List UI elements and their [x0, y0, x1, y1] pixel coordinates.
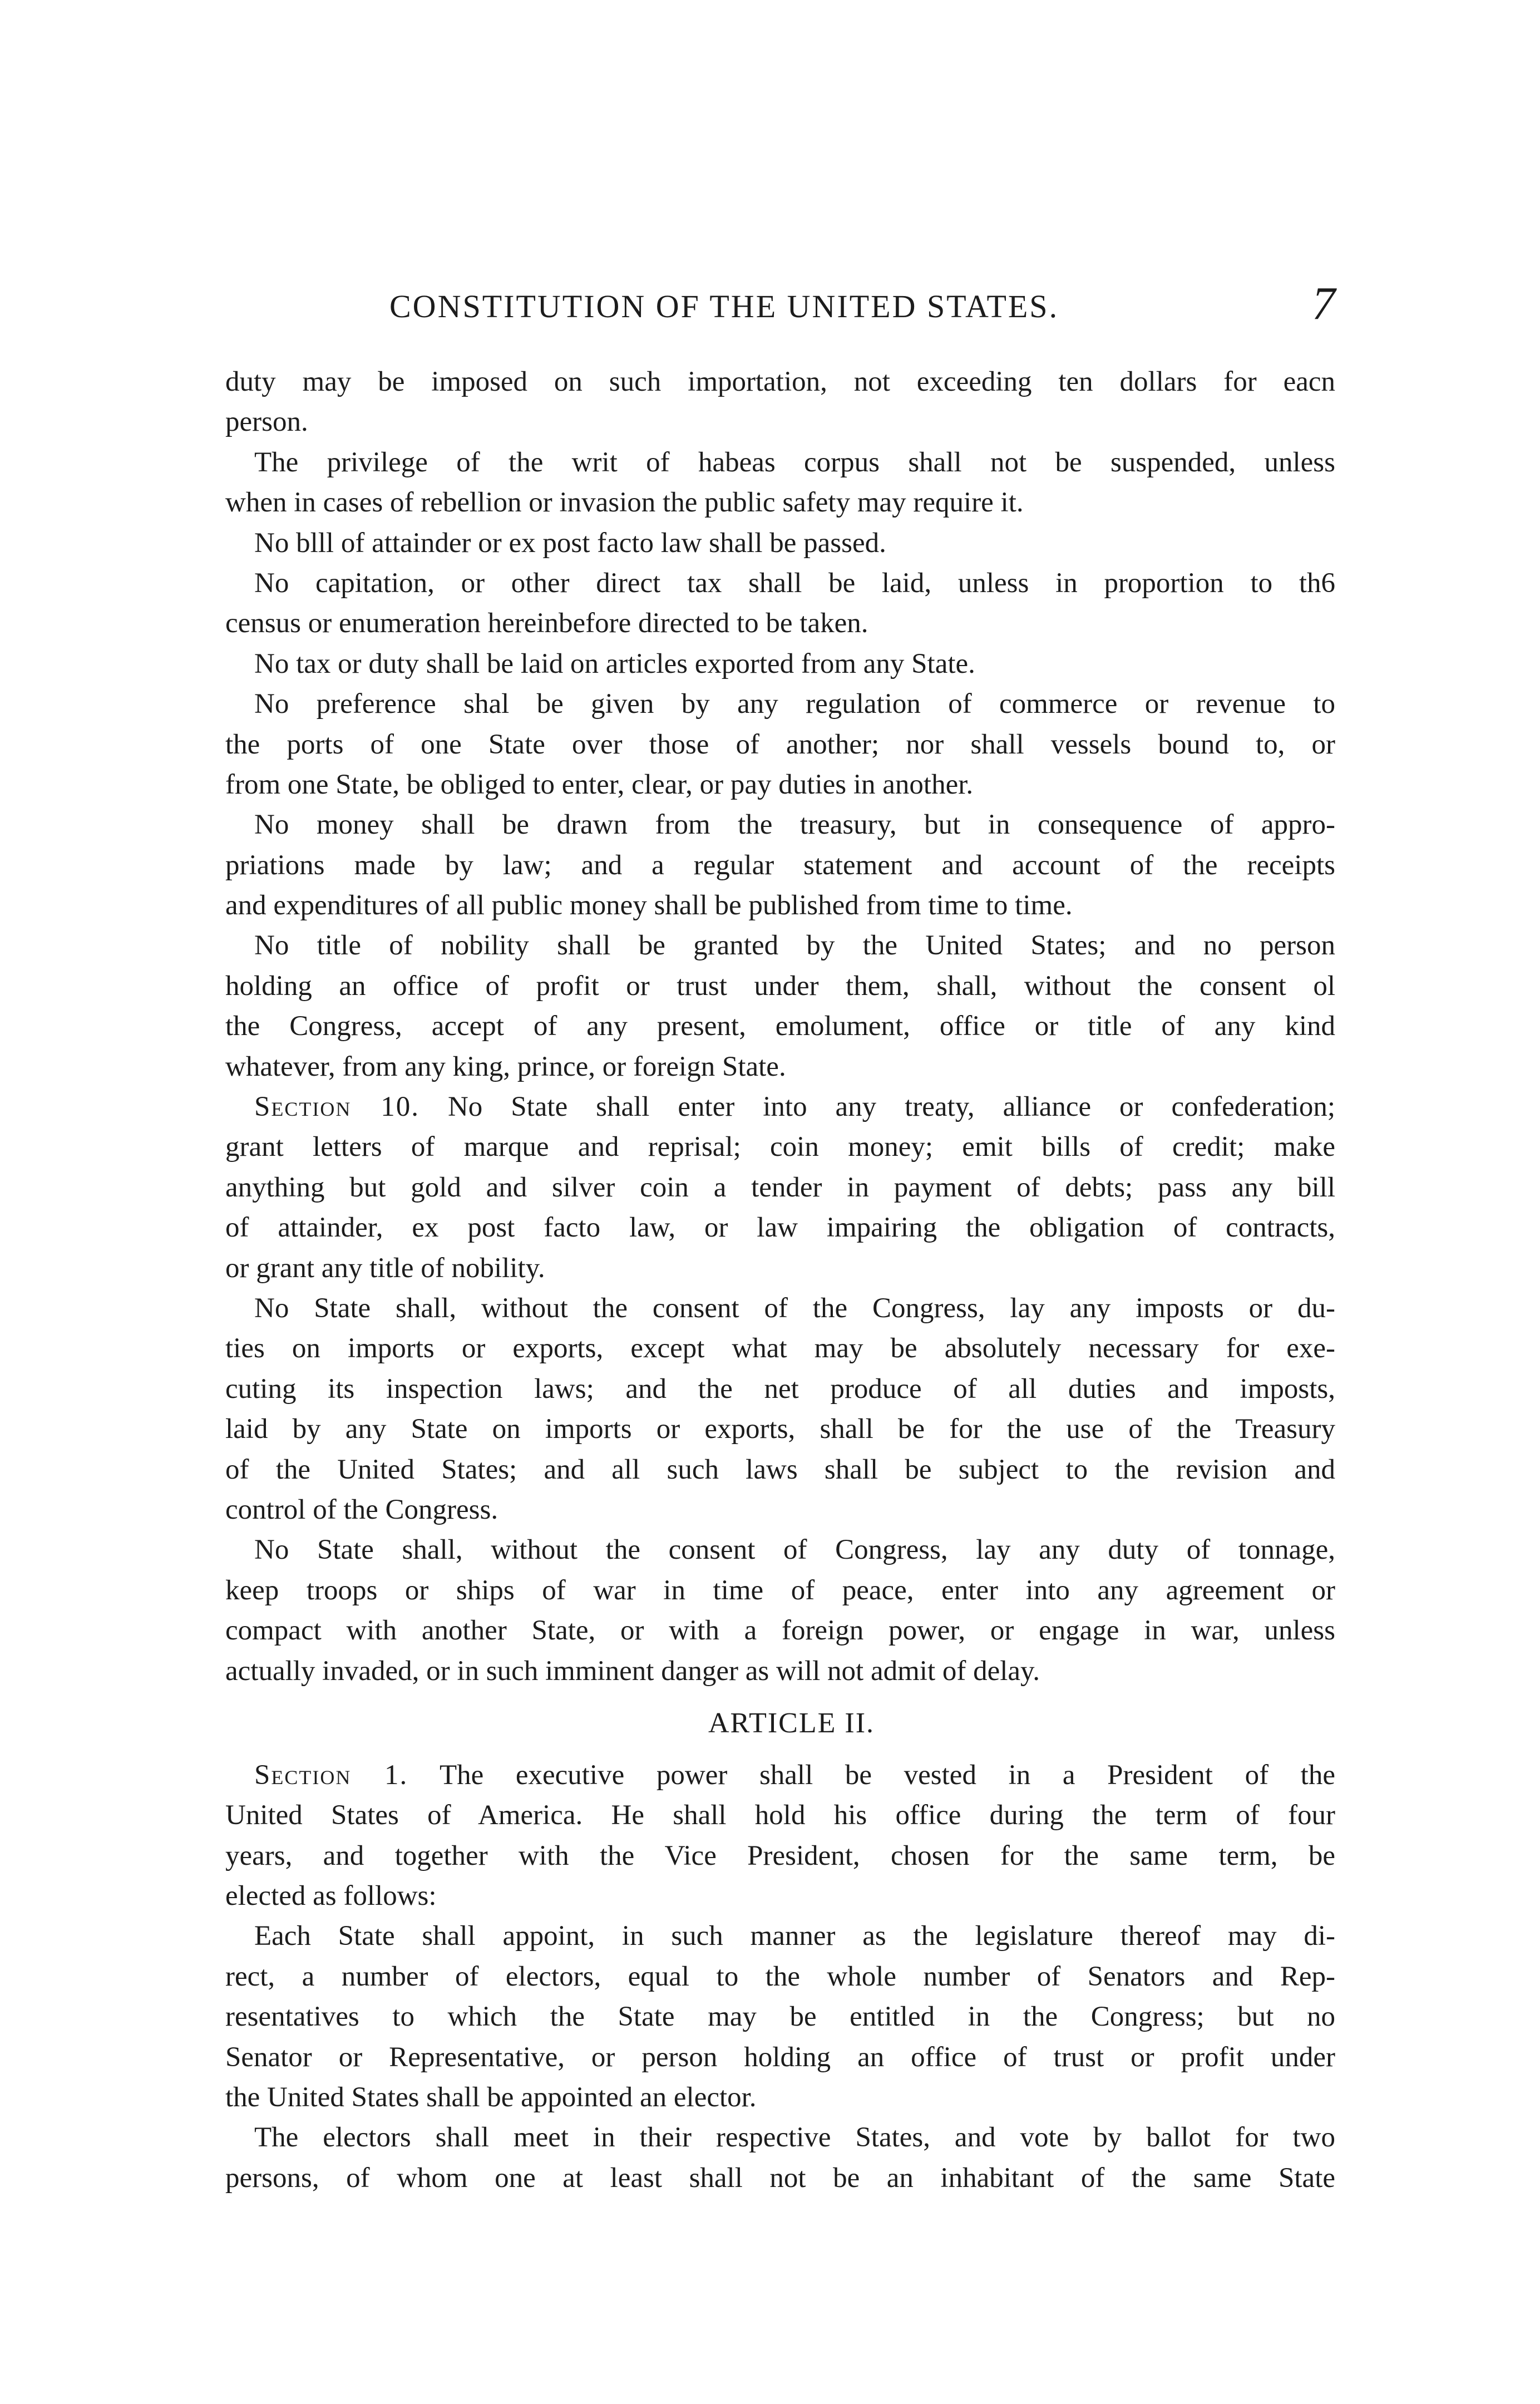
line-text: census or enumeration hereinbefore directed to be taken.: [225, 608, 868, 639]
text-line: [225, 1288, 1335, 1328]
text-line: [225, 644, 1335, 684]
article-heading: ARTICLE II.: [708, 1707, 875, 1739]
text-line: [225, 1530, 1335, 1570]
line-text: whatever, from any king, prince, or foreign State.: [225, 1051, 786, 1082]
line-text: grant letters of marque and reprisal; coin money; emit bills of credit; make: [225, 1131, 1335, 1163]
text-line: [225, 2077, 1335, 2117]
text-line: [225, 1006, 1335, 1046]
text-line: [225, 1047, 1335, 1087]
line-text: No State shall, without the consent of Congress, lay any duty of tonnage,: [254, 1534, 1335, 1566]
line-text: resentatives to which the State may be entitled in the Congress; but no: [225, 2001, 1335, 2033]
text-line: [225, 402, 1335, 442]
text-line: [225, 805, 1335, 845]
line-text: The privilege of the writ of habeas corpus shall not be suspended, unless: [254, 446, 1335, 478]
line-text: ties on imports or exports, except what may be absolutely necessary for exe-: [225, 1333, 1335, 1364]
line-text: of the United States; and all such laws shall be subject to the revision and: [225, 1454, 1335, 1485]
text-line: [225, 1208, 1335, 1248]
text-line: [225, 1795, 1335, 1835]
line-text: No capitation, or other direct tax shall be laid, unless in proportion to th6: [254, 567, 1335, 599]
line-text: cuting its inspection laws; and the net produce of all duties and imposts,: [225, 1373, 1335, 1405]
line-text: elected as follows:: [225, 1880, 437, 1912]
text-line: [225, 1997, 1335, 2037]
line-text: priations made by law; and a regular statement and account of the receipts: [225, 849, 1335, 881]
text-line: [225, 1651, 1335, 1691]
text-line: [225, 966, 1335, 1006]
line-text: holding an office of profit or trust under them, shall, without the consent ol: [225, 970, 1335, 1002]
text-line: [225, 1087, 1335, 1127]
text-line: [225, 563, 1335, 603]
text-line: [225, 1409, 1335, 1449]
line-text: compact with another State, or with a foreign power, or engage in war, unless: [225, 1615, 1335, 1647]
line-text: persons, of whom one at least shall not be an inhabitant of the same State: [225, 2162, 1335, 2194]
line-text: No money shall be drawn from the treasury, but in consequence of appro-: [254, 809, 1335, 841]
line-text: The executive power shall be vested in a President of the: [439, 1759, 1335, 1791]
text-line: [225, 1490, 1335, 1530]
text-line: [225, 362, 1335, 402]
page-body: [225, 362, 1335, 2198]
text-line: [225, 2158, 1335, 2198]
text-line: [225, 1248, 1335, 1288]
line-text: No title of nobility shall be granted by the United States; and no person: [254, 930, 1335, 962]
text-line: [225, 845, 1335, 885]
page-header: [228, 278, 1335, 331]
line-text: No State shall, without the consent of the Congress, lay any imposts or du-: [254, 1292, 1335, 1324]
line-text: and expenditures of all public money shall be published from time to time.: [225, 890, 1073, 922]
line-text: of attainder, ex post facto law, or law impairing the obligation of contracts,: [225, 1212, 1335, 1244]
text-line: [225, 1876, 1335, 1916]
section-label: Section 10.: [254, 1091, 420, 1123]
line-text: actually invaded, or in such imminent danger as will not admit of delay.: [225, 1655, 1040, 1687]
line-text: person.: [225, 406, 308, 438]
line-text: control of the Congress.: [225, 1494, 498, 1525]
text-line: [225, 2037, 1335, 2077]
text-line: [225, 1610, 1335, 1651]
text-line: [225, 1450, 1335, 1490]
text-line: [225, 1755, 1335, 1795]
line-text: No preference shal be given by any regulation of commerce or revenue to: [254, 688, 1335, 720]
text-line: [225, 1167, 1335, 1208]
running-title: CONSTITUTION OF THE UNITED STATES.: [389, 288, 1059, 324]
text-line: [225, 1957, 1335, 1997]
page-number: 7: [1312, 278, 1335, 329]
line-text: No blll of attainder or ex post facto law shall be passed.: [254, 527, 886, 559]
line-text: the ports of one State over those of another; nor shall vessels bound to, or: [225, 728, 1335, 760]
text-line: [225, 1916, 1335, 1956]
text-line: [225, 523, 1335, 563]
line-text: from one State, be obliged to enter, clear, or pay duties in another.: [225, 769, 974, 800]
text-line: [225, 1127, 1335, 1167]
text-line: [225, 725, 1335, 765]
text-line: [225, 765, 1335, 805]
line-text: No State shall enter into any treaty, alliance or confederation;: [447, 1091, 1335, 1123]
line-text: the United States shall be appointed an elector.: [225, 2082, 757, 2114]
text-line: [225, 1570, 1335, 1610]
text-line: [225, 2117, 1335, 2157]
line-text: anything but gold and silver coin a tender in payment of debts; pass any bill: [225, 1171, 1335, 1203]
line-text: No tax or duty shall be laid on articles exported from any State.: [254, 648, 975, 679]
text-line: [225, 603, 1335, 643]
line-text: duty may be imposed on such importation, not exceeding ten dollars for eacn: [225, 366, 1335, 397]
text-line: [225, 925, 1335, 965]
line-text: the Congress, accept of any present, emolument, office or title of any kind: [225, 1011, 1335, 1042]
text-line: [225, 1836, 1335, 1876]
line-text: or grant any title of nobility.: [225, 1252, 545, 1284]
text-line: [225, 885, 1335, 925]
line-text: Each State shall appoint, in such manner as the legislature thereof may di-: [254, 1920, 1335, 1952]
line-text: years, and together with the Vice President, chosen for the same term, be: [225, 1840, 1335, 1871]
line-text: The electors shall meet in their respective States, and vote by ballot for two: [254, 2122, 1335, 2154]
line-text: rect, a number of electors, equal to the whole number of Senators and Rep-: [225, 1960, 1335, 1992]
text-line: [225, 1369, 1335, 1409]
text-line: [225, 482, 1335, 523]
line-text: United States of America. He shall hold his office during the term of four: [225, 1800, 1335, 1831]
text-line: [225, 442, 1335, 482]
text-line: [225, 1328, 1335, 1368]
line-text: laid by any State on imports or exports, shall be for the use of the Treasury: [225, 1413, 1335, 1445]
section-label: Section 1.: [254, 1759, 408, 1791]
text-line: [225, 684, 1335, 724]
line-text: keep troops or ships of war in time of peace, enter into any agreement or: [225, 1574, 1335, 1606]
line-text: when in cases of rebellion or invasion the public safety may require it.: [225, 487, 1024, 519]
line-text: Senator or Representative, or person holding an office of trust or profit under: [225, 2041, 1335, 2073]
